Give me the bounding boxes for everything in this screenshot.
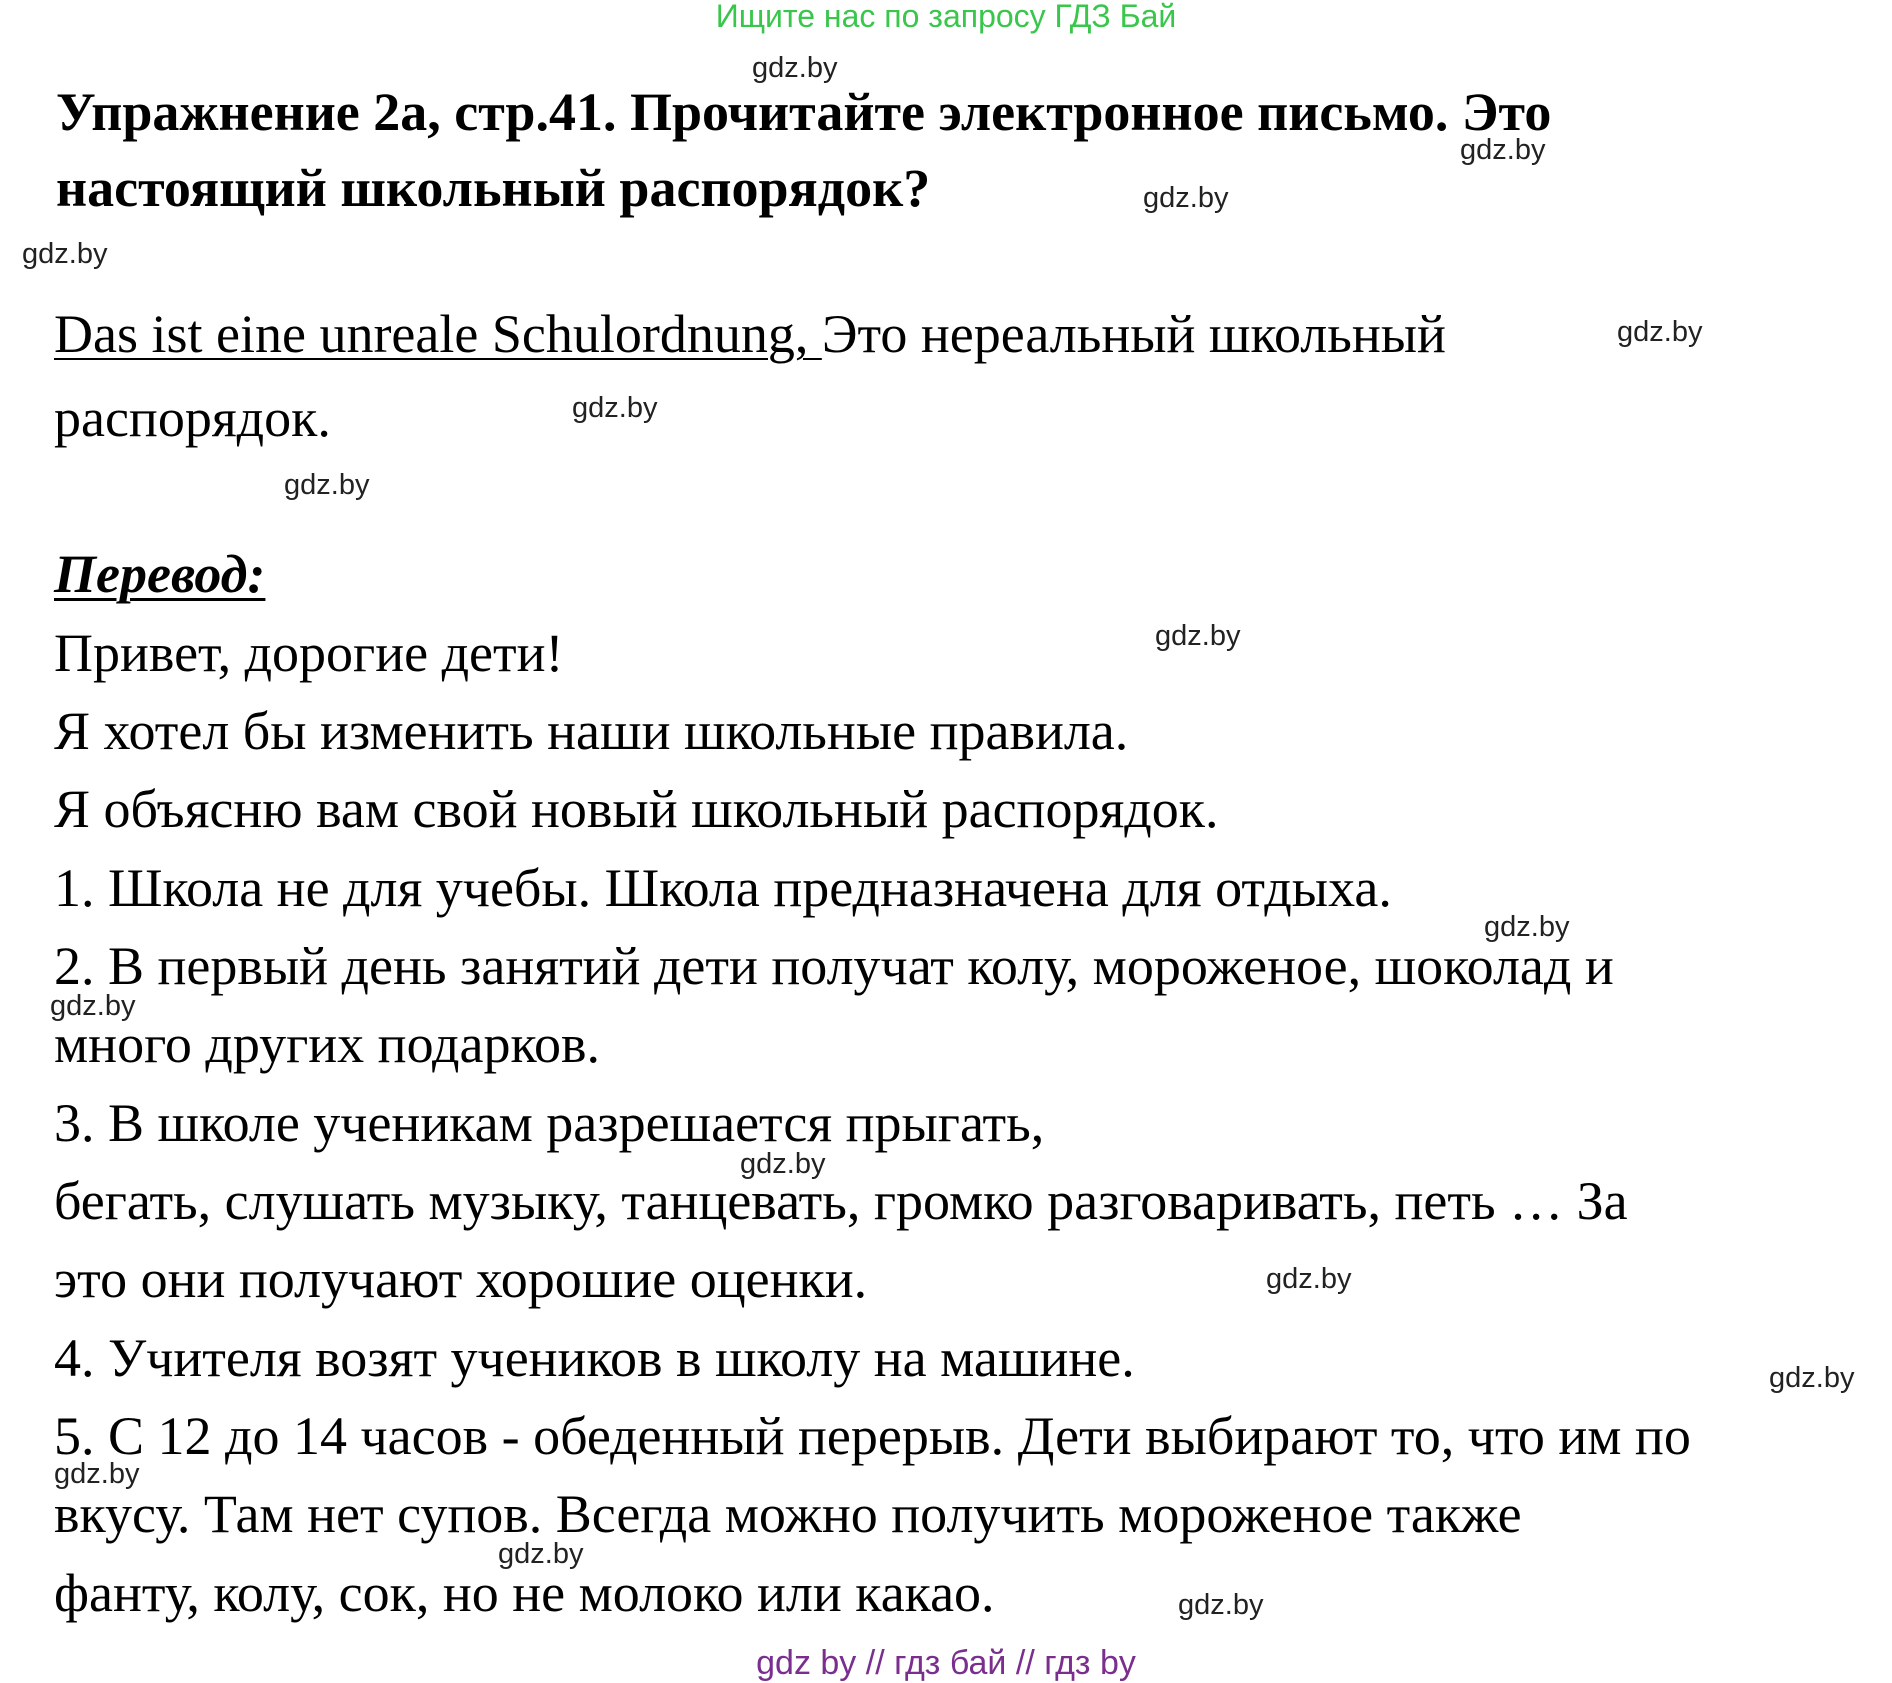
translation-line: вкусу. Там нет супов. Всегда можно получить мороженое также — [54, 1484, 1522, 1544]
watermark: gdz.by — [1143, 182, 1229, 214]
translation-line: 4. Учителя возят учеников в школу на машине. — [54, 1328, 1135, 1388]
translation-line: 1. Школа не для учебы. Школа предназначена для отдыха. — [54, 858, 1392, 918]
translation-line: фанту, колу, сок, но не молоко или какао. — [54, 1563, 995, 1623]
watermark: gdz.by — [50, 990, 136, 1022]
watermark: gdz.by — [1460, 134, 1546, 166]
watermark: gdz.by — [1769, 1362, 1855, 1394]
watermark: gdz.by — [22, 238, 108, 270]
answer-line-1 — [54, 302, 1446, 366]
watermark: gdz.by — [752, 52, 838, 84]
top-banner: Ищите нас по запросу ГДЗ Бай — [715, 0, 1177, 34]
exercise-title: Упражнение 2а, стр.41. Прочитайте электронное письмо. Это настоящий школьный распорядок? — [56, 82, 1552, 218]
translation-heading: Перевод: — [54, 544, 266, 604]
translation-line: 2. В первый день занятий дети получат колу, мороженое, шоколад и — [54, 936, 1614, 996]
watermark: gdz.by — [498, 1538, 584, 1570]
watermark: gdz.by — [1484, 911, 1570, 943]
translation-line: это они получают хорошие оценки. — [54, 1249, 868, 1309]
translation-line: Я объясню вам свой новый школьный распорядок. — [54, 779, 1219, 839]
watermark: gdz.by — [572, 392, 658, 424]
answer-line-2: распорядок. — [54, 388, 331, 448]
watermark: gdz.by — [1617, 316, 1703, 348]
translation-line: много других подарков. — [54, 1014, 600, 1074]
watermark: gdz.by — [1266, 1263, 1352, 1295]
translation-line: Я хотел бы изменить наши школьные правила. — [54, 701, 1129, 761]
watermark: gdz.by — [1155, 620, 1241, 652]
watermark: gdz.by — [54, 1458, 140, 1490]
translation-line: 5. С 12 до 14 часов - обеденный перерыв. Дети выбирают то, что им по — [54, 1406, 1691, 1466]
watermark: gdz.by — [284, 469, 370, 501]
answer-russian-part1: Это нереальный школьный — [821, 304, 1446, 364]
watermark: gdz.by — [1178, 1589, 1264, 1621]
footer-links: gdz by // гдз бай // гдз by — [756, 1644, 1136, 1682]
answer-german: Das ist eine unreale Schulordnung, — [54, 304, 822, 364]
translation-line: бегать, слушать музыку, танцевать, громко разговаривать, петь … За — [54, 1171, 1628, 1231]
translation-heading-line — [54, 542, 265, 606]
translation-line: 3. В школе ученикам разрешается прыгать, — [54, 1093, 1045, 1153]
translation-line: Привет, дорогие дети! — [54, 623, 564, 683]
watermark: gdz.by — [740, 1148, 826, 1180]
